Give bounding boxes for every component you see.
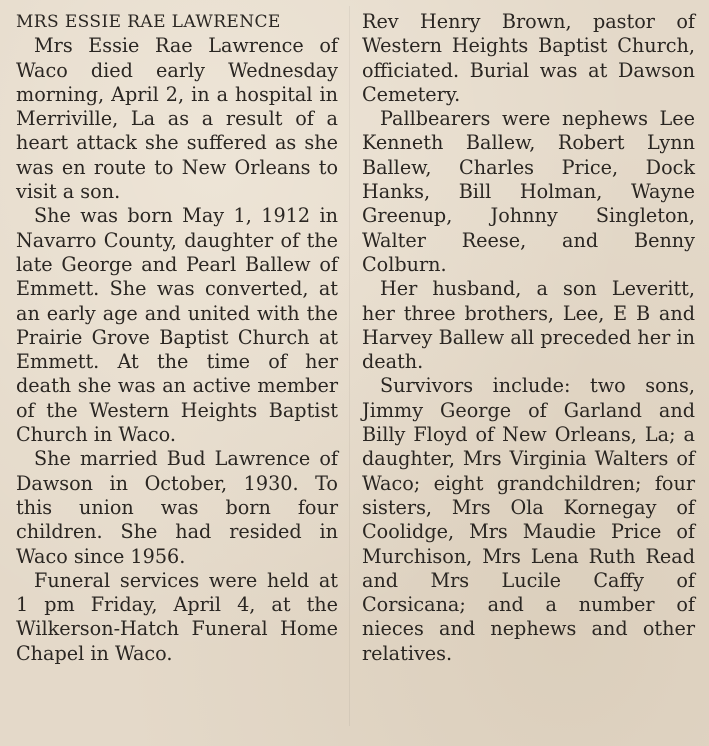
paragraph-birth: She was born May 1, 1912 in Navarro County, daughter of the late George and Pearl Ballew of Emmett. She was converted, at an early age and united with the Prairie Grove Baptist Church at Emmett. At the time of her death she was an active member of the Western Heights Baptist Church in Waco.: [16, 204, 338, 447]
paragraph-death: Mrs Essie Rae Lawrence of Waco died early Wednesday morning, April 2, in a hospital in Merriville, La as a result of a heart attack she suffered as she was en route to New Orleans to visit a son.: [16, 34, 338, 204]
column-gutter: [349, 6, 350, 726]
obituary-heading: MRS ESSIE RAE LAWRENCE: [16, 12, 281, 32]
left-column: [16, 10, 338, 666]
paragraph-marriage: She married Bud Lawrence of Dawson in October, 1930. To this union was born four children. She had resided in Waco since 1956.: [16, 447, 338, 568]
paragraph-officiant: Rev Henry Brown, pastor of Western Heights Baptist Church, officiated. Burial was at Dawson Cemetery.: [362, 10, 695, 106]
paragraph-preceded: Her husband, a son Leveritt, her three brothers, Lee, E B and Harvey Ballew all preceded her in death.: [362, 277, 695, 374]
right-column: [362, 10, 695, 666]
paragraph-survivors: Survivors include: two sons, Jimmy George of Garland and Billy Floyd of New Orleans, La; a daughter, Mrs Virginia Walters of Waco; eight grandchildren; four sisters, Mrs Ola Kornegay of Coolidge, Mrs Maudie Price of Murchison, Mrs Lena Ruth Read and Mrs Lucile Caffy of Corsicana; and a number of nieces and nephews and other relatives.: [362, 374, 695, 665]
paragraph-funeral: Funeral services were held at 1 pm Friday, April 4, at the Wilkerson-Hatch Funeral Home Chapel in Waco.: [16, 568, 338, 665]
paragraph-pallbearers: Pallbearers were nephews Lee Kenneth Ballew, Robert Lynn Ballew, Charles Price, Dock Hanks, Bill Holman, Wayne Greenup, Johnny Singleton, Walter Reese, and Benny Colburn.: [362, 107, 695, 276]
